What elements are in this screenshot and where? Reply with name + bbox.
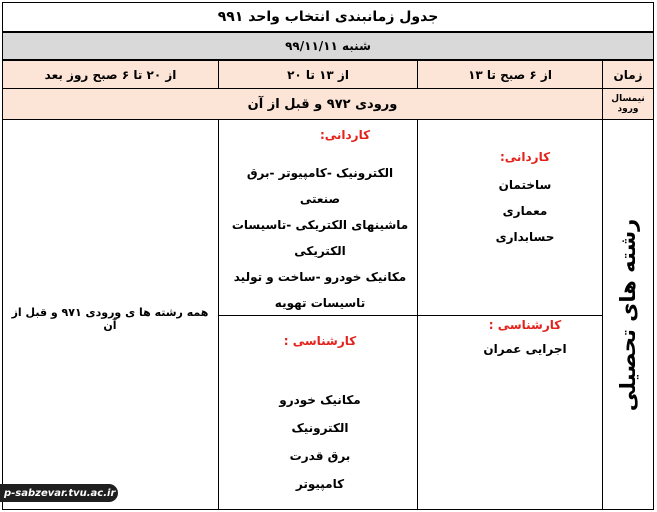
entry-value: ورودی ۹۷۲ و قبل از آن xyxy=(2,88,603,120)
list-item: مکانیک خودرو xyxy=(279,393,361,407)
slot3-header: از ۲۰ تا ۶ صبح روز بعد xyxy=(2,60,219,89)
date-row: شنبه ۹۹/۱۱/۱۱ xyxy=(2,32,654,60)
list-item: الکترونیک xyxy=(291,421,349,435)
list-item: اجرایی عمران xyxy=(483,342,567,356)
list-item: حسابداری xyxy=(495,230,555,244)
watermark: p-sabzevar.tvu.ac.ir xyxy=(0,484,118,502)
list-item: مکانیک خودرو -ساخت و تولید xyxy=(233,270,407,284)
slot1-karshenasi-title: کارشناسی : xyxy=(488,318,562,332)
time-header: زمان xyxy=(602,60,654,89)
list-item: الکتریکی xyxy=(294,244,346,258)
list-item: معماری xyxy=(502,204,548,218)
slot2-header: از ۱۳ تا ۲۰ xyxy=(218,60,418,89)
slot2-karshenasi-title: کارشناسی : xyxy=(283,334,357,348)
slot2-kardani-list xyxy=(225,128,415,316)
list-item: کامپیوتر xyxy=(295,477,345,491)
page-title: جدول زمانبندی انتخاب واحد ۹۹۱ xyxy=(2,2,654,32)
slot2-kardani-title: کاردانی: xyxy=(319,128,371,142)
list-item: ساختمان xyxy=(498,178,552,192)
slot1-karshenasi-list xyxy=(460,318,590,356)
entry-label: نیمسال ورود xyxy=(602,88,654,120)
list-item: تاسیسات تهویه xyxy=(274,296,366,310)
slot1-kardani-title: کاردانی: xyxy=(499,150,551,164)
list-item: الکترونیک -کامپیوتر -برق صنعتی xyxy=(246,166,394,206)
slot1-header: از ۶ صبح تا ۱۳ xyxy=(417,60,603,89)
slot3-text: همه رشته ها ی ورودی ۹۷۱ و قبل از آن xyxy=(11,306,209,332)
list-item: برق قدرت xyxy=(289,449,351,463)
majors-label: رشته های تحصیلی xyxy=(616,218,640,411)
slot2-karshenasi-list xyxy=(250,334,390,498)
slot1-kardani-list xyxy=(460,150,590,250)
list-item: ماشینهای الکتریکی -تاسیسات xyxy=(231,218,409,232)
